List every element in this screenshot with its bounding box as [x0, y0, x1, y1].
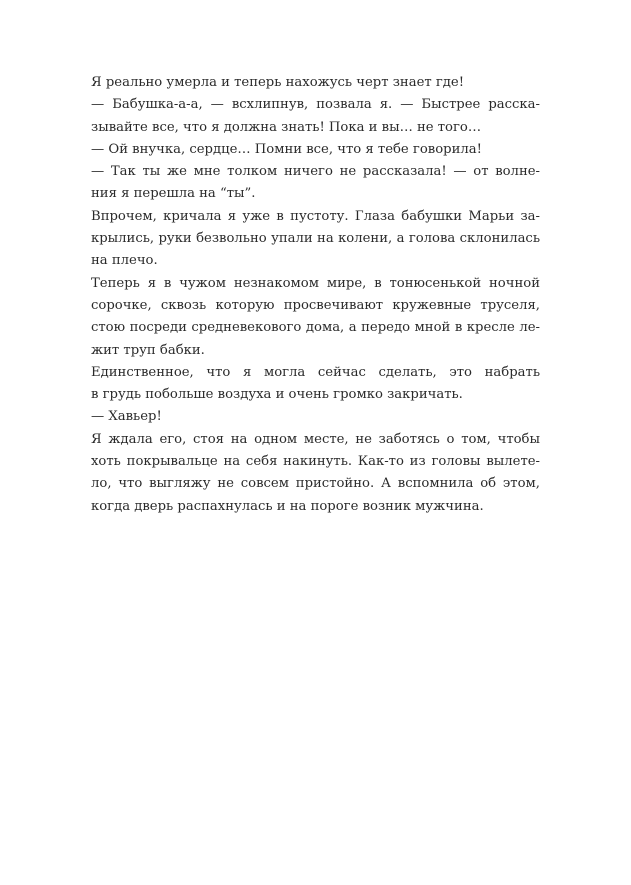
text-line: Я ждала его, стоя на одном месте, не заботясь о том, чтобы — [91, 431, 540, 447]
text-line: — Ой внучка, сердце… Помни все, что я тебе говорила! — [91, 141, 482, 157]
text-line: ло, что выгляжу не совсем пристойно. А вспомнила об этом, — [91, 476, 540, 492]
text-line: Впрочем, кричала я уже в пустоту. Глаза бабушки Марьи за- — [91, 208, 540, 224]
text-line: Теперь я в чужом незнакомом мире, в тонюсенькой ночной — [91, 275, 540, 291]
text-line: — Бабушка-а-а, — всхлипнув, позвала я. — Быстрее расска- — [91, 97, 540, 113]
text-line: ния я перешла на “ты”. — [91, 186, 256, 202]
text-line: — Хавьер! — [91, 409, 162, 425]
text-line: когда дверь распахнулась и на пороге возник мужчина. — [91, 498, 484, 514]
text-line: сорочке, сквозь которую просвечивают кружевные труселя, — [91, 297, 540, 313]
text-line: крылись, руки безвольно упали на колени, а голова склонилась — [91, 231, 540, 247]
text-line: хоть покрывальце на себя накинуть. Как-то из головы вылете- — [91, 454, 540, 470]
text-line: на плечо. — [91, 253, 158, 269]
text-line: жит труп бабки. — [91, 342, 205, 358]
text-line: стою посреди средневекового дома, а передо мной в кресле ле- — [91, 320, 540, 336]
text-line: в грудь побольше воздуха и очень громко закричать. — [91, 387, 463, 403]
text-line: Я реально умерла и теперь нахожусь черт знает где! — [91, 75, 465, 90]
text-line: Единственное, что я могла сейчас сделать, это набрать — [91, 364, 540, 380]
page-body-text — [91, 72, 540, 518]
text-line: — Так ты же мне толком ничего не рассказала! — от волне- — [91, 164, 540, 180]
text-line: зывайте все, что я должна знать! Пока и вы… не того… — [91, 119, 482, 135]
